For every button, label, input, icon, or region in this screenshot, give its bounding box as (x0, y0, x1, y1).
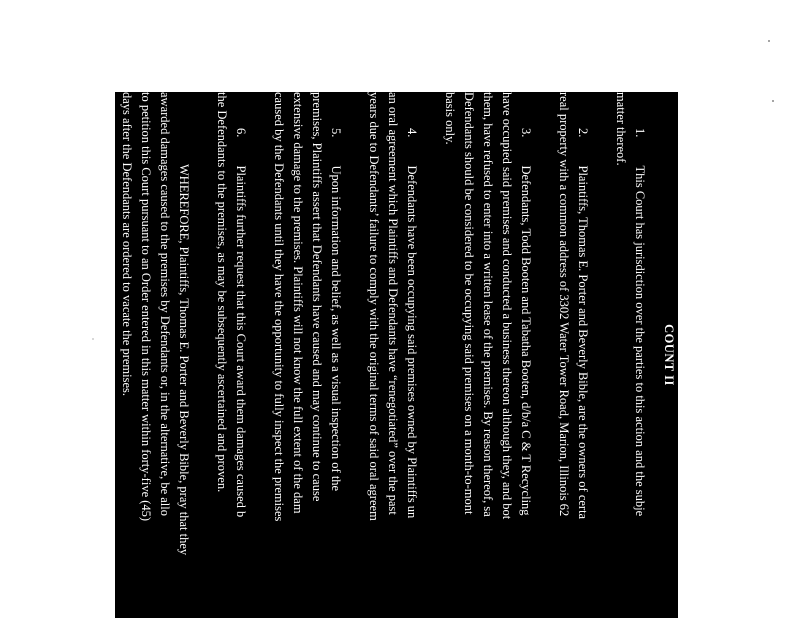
text-line: to petition this Court pursuant to an Order entered in this matter within forty-five (45) (139, 92, 153, 522)
text-line: Defendants should be considered to be occupying said premises on a month-to-mont (462, 92, 476, 515)
text-line: matter thereof. (614, 92, 628, 166)
text-line: 2. Plaintiffs, Thomas E. Porter and Beverly Bible, are the owners of certa (576, 128, 590, 520)
text-line: 1. This Court has jurisdiction over the parties to this action and the subje (633, 128, 647, 517)
text-line: caused by the Defendants until they have the opportunity to fully inspect the premises (272, 92, 286, 522)
scan-speck (772, 100, 774, 102)
text-line: them, have refused to enter into a written lease of the premises. By reason thereof, sa (481, 92, 495, 517)
text-line: have occupied said premises and conducted a business thereon although they, and bot (500, 92, 514, 520)
text-line: 5. Upon information and belief, as well as a visual inspection of the (329, 128, 343, 492)
text-line: 6. Plaintiffs further request that this Court award them damages caused b (234, 128, 248, 518)
text-line: WHEREFORE, Plaintiffs, Thomas E. Porter and Beverly Bible, pray that they (177, 164, 191, 556)
text-line: extensive damage to the premises. Plaintiffs will not know the full extent of the dam (291, 92, 305, 514)
document-title: COUNT II (662, 324, 676, 386)
text-line: the Defendants to the premises, as may be subsequently ascertained and proven. (215, 92, 229, 493)
scanned-document (115, 92, 678, 618)
scan-speck (92, 338, 94, 340)
text-line: basis only. (443, 92, 457, 145)
text-line: an oral agreement which Plaintiffs and Defendants have “renegotiated” over the past (386, 92, 400, 515)
text-line: days after the Defendants are ordered to vacate the premises. (120, 92, 134, 397)
scan-speck (768, 40, 770, 42)
text-line: years due to Defendants’ failure to comply with the original terms of said oral agreem (367, 92, 381, 521)
text-line: premises, Plaintiffs assert that Defendants have caused and may continue to cause (310, 92, 324, 502)
text-line: real property with a common address of 3302 Water Tower Road, Marion, Illinois 62 (557, 92, 571, 517)
text-line: awarded damages caused to the premises by Defendants or, in the alternative, be allo (158, 92, 172, 516)
rotated-text-block (115, 92, 678, 618)
text-line: 4. Defendants have been occupying said premises owned by Plaintiffs un (405, 128, 419, 519)
text-line: 3. Defendants, Todd Booten and Tabatha Booten, d/b/a C & T Recycling (519, 128, 533, 516)
